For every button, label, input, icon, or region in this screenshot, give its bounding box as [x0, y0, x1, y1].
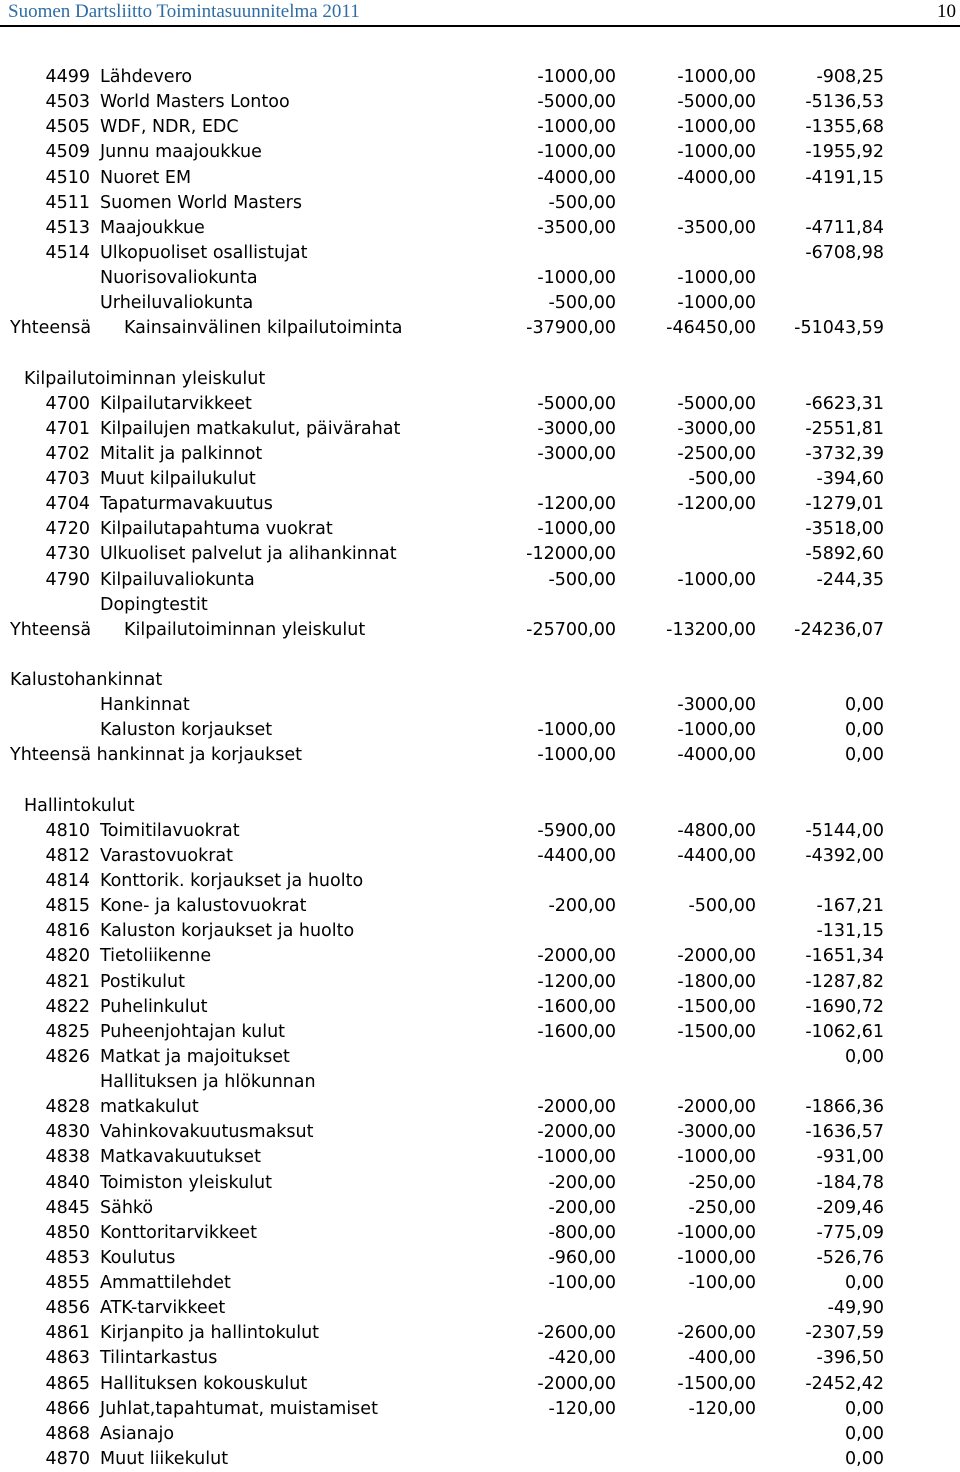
table-row [0, 1171, 960, 1196]
account-code: 4840 [45, 1172, 90, 1193]
budget-2010-value: -3500,00 [677, 217, 756, 238]
account-name: Nuorisovaliokunta [100, 268, 258, 288]
budget-2010-value: -4800,00 [677, 820, 756, 841]
account-code: 4703 [45, 469, 90, 489]
budget-2011-value: -2000,00 [537, 1122, 616, 1143]
budget-2010-value: -400,00 [688, 1348, 756, 1369]
account-name: Koulutus [100, 1247, 176, 1268]
budget-2011-value: -500,00 [548, 293, 616, 314]
actual-2009-value: -6708,98 [805, 242, 884, 263]
budget-2011-value: -5000,00 [537, 393, 616, 414]
budget-2011-value: -12000,00 [526, 544, 616, 565]
account-name: matkakulut [100, 1097, 199, 1118]
table-row [0, 291, 960, 316]
account-name: Kilpailutapahtuma vuokrat [100, 519, 333, 540]
account-name: Tapaturmavakuutus [100, 494, 273, 515]
actual-2009-value: 0,00 [845, 695, 884, 716]
table-row [0, 1372, 960, 1397]
account-code: 4509 [45, 142, 90, 163]
table-row [0, 166, 960, 191]
table-row [0, 1020, 960, 1045]
account-code: 4863 [45, 1348, 90, 1369]
account-code: 4868 [45, 1423, 90, 1444]
budget-2010-value: -1500,00 [677, 996, 756, 1017]
account-code: 4514 [45, 242, 90, 263]
account-name: Asianajo [100, 1423, 175, 1444]
actual-2009-value: -1287,82 [805, 971, 884, 992]
actual-2009-value: -1636,57 [805, 1122, 884, 1143]
account-name: Ulkopuoliset osallistujat [100, 242, 308, 263]
budget-2011-value: -1000,00 [537, 745, 616, 766]
table-row [0, 844, 960, 869]
account-name: Toimiston yleiskulut [100, 1172, 273, 1193]
account-name: Matkat ja majoitukset [100, 1046, 290, 1067]
table-row [0, 542, 960, 567]
budget-2011-value: -37900,00 [526, 318, 616, 339]
budget-2011-value: -2000,00 [537, 1373, 616, 1394]
actual-2009-value: -209,46 [816, 1197, 884, 1218]
actual-2009-value: -5136,53 [805, 92, 884, 113]
budget-2010-value: -1000,00 [677, 268, 756, 288]
budget-2011-value: -420,00 [548, 1348, 616, 1369]
account-name: Maajoukkue [100, 217, 205, 238]
account-name: Muut kilpailukulut [100, 469, 256, 489]
actual-2009-value: -1651,34 [805, 946, 884, 967]
blank-row [0, 341, 960, 366]
budget-2011-value: -1200,00 [537, 494, 616, 515]
table-row [0, 1070, 960, 1095]
account-code: 4826 [45, 1046, 90, 1067]
table-row [0, 1045, 960, 1070]
budget-2010-value: -2000,00 [677, 946, 756, 967]
budget-2010-value: -1000,00 [677, 1147, 756, 1168]
account-name: Varastovuokrat [100, 845, 234, 866]
table-row [0, 869, 960, 894]
budget-2010-value: -4000,00 [677, 167, 756, 188]
page-header [0, 0, 960, 27]
actual-2009-value: -1690,72 [805, 996, 884, 1017]
budget-2010-value: -2600,00 [677, 1323, 756, 1344]
account-code: 4510 [45, 167, 90, 188]
table-row [0, 467, 960, 492]
account-code: 4702 [45, 443, 90, 464]
account-code: 4821 [45, 971, 90, 992]
table-row [0, 970, 960, 995]
budget-2010-value: -5000,00 [677, 92, 756, 113]
total-name: Yhteensä hankinnat ja korjaukset [10, 745, 303, 766]
actual-2009-value: 0,00 [845, 1398, 884, 1419]
budget-2010-value: -250,00 [688, 1197, 756, 1218]
table-row [0, 442, 960, 467]
budget-2010-value: -1200,00 [677, 494, 756, 515]
account-name: ATK-tarvikkeet [100, 1298, 226, 1319]
actual-2009-value: -6623,31 [805, 393, 884, 414]
account-name: Postikulut [100, 971, 185, 992]
account-code: 4730 [45, 544, 90, 565]
actual-2009-value: -526,76 [816, 1247, 884, 1268]
account-code: 4822 [45, 996, 90, 1017]
account-name: Nuoret EM [100, 167, 192, 188]
account-code: 4828 [45, 1097, 90, 1118]
actual-2009-value: -5144,00 [805, 820, 884, 841]
section-heading-row [0, 668, 960, 693]
budget-2010-value: -1000,00 [677, 142, 756, 163]
budget-2011-value: -200,00 [548, 1172, 616, 1193]
account-code: 4870 [45, 1448, 90, 1469]
account-code: 4866 [45, 1398, 90, 1419]
account-name: Junnu maajoukkue [100, 142, 262, 163]
account-name: Kirjanpito ja hallintokulut [100, 1323, 320, 1344]
budget-2010-value: -100,00 [688, 1273, 756, 1293]
budget-2011-value: -800,00 [548, 1222, 616, 1243]
section-heading-row [0, 794, 960, 819]
account-code: 4511 [45, 192, 90, 213]
budget-2011-value: -960,00 [548, 1247, 616, 1268]
budget-2010-value: -13200,00 [666, 619, 756, 640]
budget-2010-value: -2500,00 [677, 443, 756, 464]
budget-2010-value: -4400,00 [677, 845, 756, 866]
budget-2011-value: -1000,00 [537, 142, 616, 163]
account-name: Toimitilavuokrat [100, 820, 240, 841]
table-row [0, 90, 960, 115]
budget-2011-value: -3000,00 [537, 443, 616, 464]
budget-2011-value: -1200,00 [537, 971, 616, 992]
account-name: Hallituksen kokouskulut [100, 1373, 308, 1394]
budget-2011-value: -5900,00 [537, 820, 616, 841]
table-row [0, 216, 960, 241]
account-code: 4830 [45, 1122, 90, 1143]
budget-2010-value: -250,00 [688, 1172, 756, 1193]
actual-2009-value: -1866,36 [805, 1097, 884, 1118]
budget-2010-value: -1500,00 [677, 1373, 756, 1394]
budget-2010-value: -1000,00 [677, 117, 756, 138]
actual-2009-value: -24236,07 [794, 619, 884, 640]
account-name: Kilpailujen matkakulut, päivärahat [100, 418, 401, 439]
account-name: Ulkuoliset palvelut ja alihankinnat [100, 544, 397, 565]
table-row [0, 568, 960, 593]
account-code: 4700 [45, 393, 90, 414]
account-code: 4838 [45, 1147, 90, 1168]
budget-2010-value: -46450,00 [666, 318, 756, 339]
actual-2009-value: -244,35 [816, 569, 884, 590]
table-row [0, 517, 960, 542]
account-name: Lähdevero [100, 67, 193, 87]
account-code: 4820 [45, 946, 90, 967]
actual-2009-value: -4711,84 [805, 217, 884, 238]
actual-2009-value: -908,25 [816, 67, 884, 87]
table-row [0, 1120, 960, 1145]
budget-2011-value: -1000,00 [537, 1147, 616, 1168]
budget-2010-value: -1000,00 [677, 67, 756, 87]
table-row [0, 492, 960, 517]
table-row [0, 191, 960, 216]
section-heading: Hallintokulut [24, 795, 135, 816]
actual-2009-value: -5892,60 [805, 544, 884, 565]
table-row [0, 1145, 960, 1170]
actual-2009-value: 0,00 [845, 1273, 884, 1293]
account-code: 4505 [45, 117, 90, 138]
actual-2009-value: -51043,59 [794, 318, 884, 339]
total-label: Yhteensä [10, 619, 92, 640]
actual-2009-value: 0,00 [845, 745, 884, 766]
actual-2009-value: -394,60 [816, 469, 884, 489]
budget-2011-value: -200,00 [548, 896, 616, 917]
table-row [0, 241, 960, 266]
table-row [0, 1246, 960, 1271]
budget-2011-value: -500,00 [548, 192, 616, 213]
account-code: 4855 [45, 1273, 90, 1293]
budget-2011-value: -1000,00 [537, 67, 616, 87]
actual-2009-value: -49,90 [827, 1298, 884, 1319]
account-code: 4850 [45, 1222, 90, 1243]
budget-2011-value: -3500,00 [537, 217, 616, 238]
budget-2011-value: -4400,00 [537, 845, 616, 866]
account-name: Urheiluvaliokunta [100, 293, 254, 314]
actual-2009-value: -3518,00 [805, 519, 884, 540]
actual-2009-value: 0,00 [845, 1448, 884, 1469]
account-code: 4704 [45, 494, 90, 515]
document-title: Suomen Dartsliitto Toimintasuunnitelma 2011 [8, 1, 360, 22]
section-heading: Kilpailutoiminnan yleiskulut [24, 368, 266, 389]
total-label: Yhteensä [10, 318, 92, 339]
account-name: Tietoliikenne [100, 946, 212, 967]
actual-2009-value: 0,00 [845, 1423, 884, 1444]
actual-2009-value: -1955,92 [805, 142, 884, 163]
account-code: 4861 [45, 1323, 90, 1344]
budget-2011-value: -2000,00 [537, 946, 616, 967]
actual-2009-value: -167,21 [816, 896, 884, 917]
actual-2009-value: -1062,61 [805, 1021, 884, 1042]
budget-2011-value: -1000,00 [537, 268, 616, 288]
account-code: 4825 [45, 1021, 90, 1042]
account-name: Kaluston korjaukset ja huolto [100, 921, 355, 942]
account-name: Hallituksen ja hlökunnan [100, 1072, 316, 1092]
actual-2009-value: -1279,01 [805, 494, 884, 515]
actual-2009-value: -4392,00 [805, 845, 884, 866]
table-row [0, 1221, 960, 1246]
budget-2010-value: -3000,00 [677, 1122, 756, 1143]
table-row [0, 894, 960, 919]
budget-2011-value: -2600,00 [537, 1323, 616, 1344]
table-row [0, 1196, 960, 1221]
account-name: Konttoritarvikkeet [100, 1222, 257, 1243]
actual-2009-value: -775,09 [816, 1222, 884, 1243]
table-row [0, 392, 960, 417]
budget-2011-value: -1000,00 [537, 519, 616, 540]
budget-2010-value: -1000,00 [677, 720, 756, 741]
total-name: Kainsainvälinen kilpailutoiminta [124, 318, 403, 339]
account-name: Kaluston korjaukset [100, 720, 273, 741]
table-row [0, 693, 960, 718]
budget-2011-value: -1000,00 [537, 720, 616, 741]
budget-2010-value: -3000,00 [677, 695, 756, 716]
account-code: 4513 [45, 217, 90, 238]
budget-2011-value: -4000,00 [537, 167, 616, 188]
account-name: Puheenjohtajan kulut [100, 1021, 286, 1042]
account-name: Ammattilehdet [100, 1273, 231, 1293]
budget-2010-value: -500,00 [688, 896, 756, 917]
total-row [0, 618, 960, 643]
budget-2011-value: -120,00 [548, 1398, 616, 1419]
section-heading-row [0, 367, 960, 392]
account-name: Muut liikekulut [100, 1448, 229, 1469]
account-name: WDF, NDR, EDC [100, 117, 239, 138]
section-heading: Kalustohankinnat [10, 670, 163, 690]
budget-2011-value: -1600,00 [537, 1021, 616, 1042]
account-code: 4790 [45, 569, 90, 590]
budget-2010-value: -4000,00 [677, 745, 756, 766]
table-row [0, 919, 960, 944]
account-name: Konttorik. korjaukset ja huolto [100, 871, 364, 891]
table-row [0, 65, 960, 90]
budget-2011-value: -200,00 [548, 1197, 616, 1218]
account-code: 4856 [45, 1298, 90, 1319]
budget-2011-value: -500,00 [548, 569, 616, 590]
budget-2011-value: -1000,00 [537, 117, 616, 138]
account-name: Suomen World Masters [100, 192, 302, 213]
actual-2009-value: -3732,39 [805, 443, 884, 464]
budget-2011-value: -2000,00 [537, 1097, 616, 1118]
table-row [0, 1346, 960, 1371]
budget-2010-value: -5000,00 [677, 393, 756, 414]
blank-row [0, 643, 960, 668]
budget-2011-value: -5000,00 [537, 92, 616, 113]
table-row [0, 1095, 960, 1120]
total-row [0, 743, 960, 768]
account-name: Tilintarkastus [100, 1348, 218, 1369]
table-row [0, 1447, 960, 1472]
table-row [0, 417, 960, 442]
table-row [0, 1397, 960, 1422]
account-name: Kone- ja kalustovuokrat [100, 896, 307, 917]
budget-2011-value: -3000,00 [537, 418, 616, 439]
account-code: 4503 [45, 92, 90, 113]
account-name: Puhelinkulut [100, 996, 208, 1017]
actual-2009-value: -131,15 [816, 921, 884, 942]
actual-2009-value: 0,00 [845, 1046, 884, 1067]
account-name: Mitalit ja palkinnot [100, 443, 263, 464]
account-code: 4814 [45, 871, 90, 891]
table-row [0, 995, 960, 1020]
table-row [0, 1271, 960, 1296]
budget-2011-value: -100,00 [548, 1273, 616, 1293]
table-row [0, 718, 960, 743]
account-name: Vahinkovakuutusmaksut [100, 1122, 314, 1143]
account-code: 4865 [45, 1373, 90, 1394]
total-row [0, 316, 960, 341]
budget-2011-value: -25700,00 [526, 619, 616, 640]
table-row [0, 266, 960, 291]
actual-2009-value: -1355,68 [805, 117, 884, 138]
account-code: 4816 [45, 921, 90, 942]
actual-2009-value: -2452,42 [805, 1373, 884, 1394]
budget-2010-value: -1000,00 [677, 1247, 756, 1268]
account-code: 4845 [45, 1197, 90, 1218]
budget-table [0, 65, 960, 1472]
actual-2009-value: 0,00 [845, 720, 884, 741]
account-code: 4720 [45, 519, 90, 540]
account-name: Sähkö [100, 1197, 154, 1218]
table-row [0, 593, 960, 618]
page-number: 10 [937, 1, 956, 22]
account-name: Juhlat,tapahtumat, muistamiset [100, 1398, 378, 1419]
budget-2010-value: -3000,00 [677, 418, 756, 439]
account-code: 4812 [45, 845, 90, 866]
budget-2010-value: -1000,00 [677, 569, 756, 590]
budget-2010-value: -1800,00 [677, 971, 756, 992]
actual-2009-value: -4191,15 [805, 167, 884, 188]
budget-2010-value: -120,00 [688, 1398, 756, 1419]
account-code: 4815 [45, 896, 90, 917]
budget-2010-value: -500,00 [688, 469, 756, 489]
budget-2010-value: -1000,00 [677, 293, 756, 314]
table-row [0, 1296, 960, 1321]
budget-2010-value: -1500,00 [677, 1021, 756, 1042]
blank-row [0, 769, 960, 794]
actual-2009-value: -931,00 [816, 1147, 884, 1168]
actual-2009-value: -396,50 [816, 1348, 884, 1369]
table-row [0, 819, 960, 844]
table-row [0, 1321, 960, 1346]
total-name: Kilpailutoiminnan yleiskulut [124, 619, 366, 640]
table-row [0, 140, 960, 165]
table-row [0, 1422, 960, 1447]
budget-2010-value: -2000,00 [677, 1097, 756, 1118]
account-name: Hankinnat [100, 695, 190, 716]
actual-2009-value: -2551,81 [805, 418, 884, 439]
account-name: Kilpailutarvikkeet [100, 393, 252, 414]
budget-2011-value: -1600,00 [537, 996, 616, 1017]
account-code: 4701 [45, 418, 90, 439]
account-code: 4853 [45, 1247, 90, 1268]
account-name: Kilpailuvaliokunta [100, 569, 255, 590]
account-name: Matkavakuutukset [100, 1147, 261, 1168]
table-row [0, 944, 960, 969]
account-code: 4810 [45, 820, 90, 841]
account-name: Dopingtestit [100, 594, 208, 615]
actual-2009-value: -184,78 [816, 1172, 884, 1193]
budget-2010-value: -1000,00 [677, 1222, 756, 1243]
table-row [0, 115, 960, 140]
account-name: World Masters Lontoo [100, 92, 290, 113]
actual-2009-value: -2307,59 [805, 1323, 884, 1344]
account-code: 4499 [45, 67, 90, 87]
